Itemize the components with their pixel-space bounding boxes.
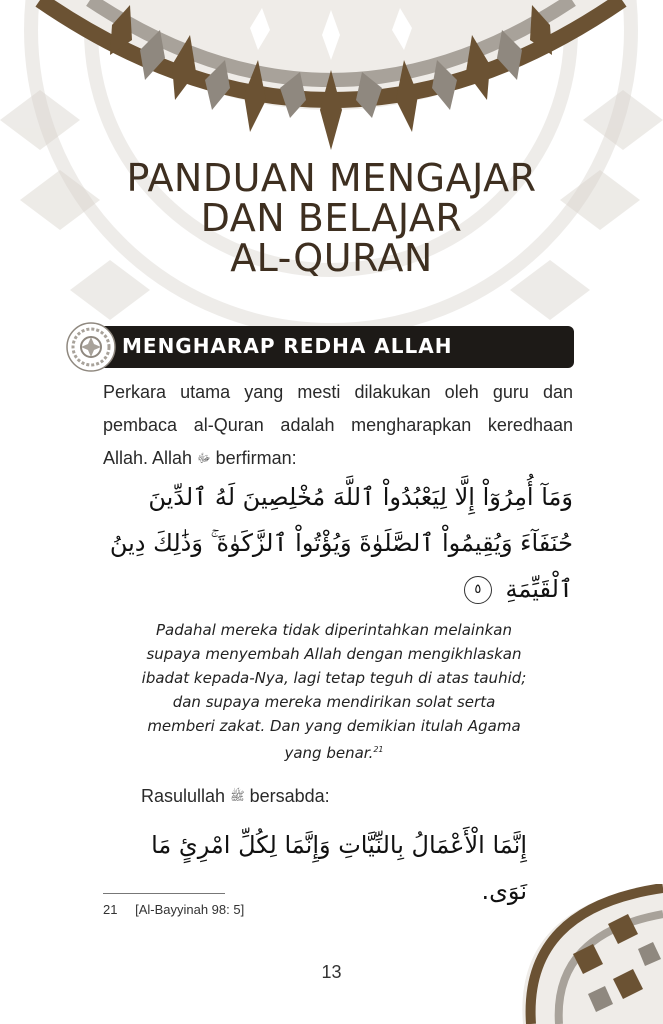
title-line-2: DAN BELAJAR: [200, 196, 463, 240]
honorific-rasul: ﷺ: [230, 789, 245, 803]
intro-text-end: berfirman:: [215, 448, 297, 468]
footnote-divider: [103, 893, 225, 894]
geometric-ornament-corner: [513, 884, 663, 1024]
page-number: 13: [321, 962, 342, 982]
quran-verse: [103, 474, 573, 612]
footnote-text: [Al-Bayyinah 98: 5]: [135, 902, 245, 917]
medallion-icon: [66, 322, 116, 372]
hadith-intro-text: Rasulullah: [141, 786, 226, 806]
translation-text: Padahal mereka tidak diperintahkan melainkan supaya menyembah Allah dengan mengikhlaskan ibadat kepada-Nya, lagi tetap teguh di atas tauhid; dan supaya mereka mendirikan solat serta memberi zakat. Dan yang demikian itulah Agama yang benar.: [141, 621, 527, 762]
intro-paragraph: [103, 376, 573, 475]
honorific-allah: ﷻ: [197, 451, 211, 465]
section-heading: MENGHARAP REDHA ALLAH: [122, 334, 453, 358]
hadith-intro-end: bersabda:: [249, 786, 330, 806]
footnote-number: 21: [103, 902, 118, 917]
ayah-number-marker: ٥: [464, 576, 492, 604]
hadith-text: إِنَّمَا الْأَعْمَالُ بِالنِّيَّاتِ وَإِنَّمَا لِكُلِّ امْرِئٍ مَا نَوَى.: [151, 831, 527, 905]
verse-translation: [141, 618, 527, 765]
footnote: [103, 902, 244, 917]
page-title: [0, 158, 663, 278]
hadith-intro: [141, 786, 330, 807]
section-heading-bar: [96, 326, 574, 368]
footnote-reference: 21: [373, 745, 384, 754]
quran-verse-text: وَمَآ أُمِرُوٓاْ إِلَّا لِيَعْبُدُواْ ٱللَّهَ مُخْلِصِينَ لَهُ ٱلدِّينَ حُنَفَآءَ وَيُقِيمُواْ ٱلصَّلَوٰةَ وَيُؤْتُواْ ٱلزَّكَوٰةَ ۚ وَذَٰلِكَ دِينُ ٱلْقَيِّمَةِ: [109, 483, 573, 603]
title-line-3: AL-QURAN: [230, 236, 433, 280]
title-line-1: PANDUAN MENGAJAR: [126, 156, 537, 200]
intro-text: Perkara utama yang mesti dilakukan oleh guru dan pembaca al-Quran adalah mengharapkan keredhaan Allah. Allah: [103, 382, 573, 468]
